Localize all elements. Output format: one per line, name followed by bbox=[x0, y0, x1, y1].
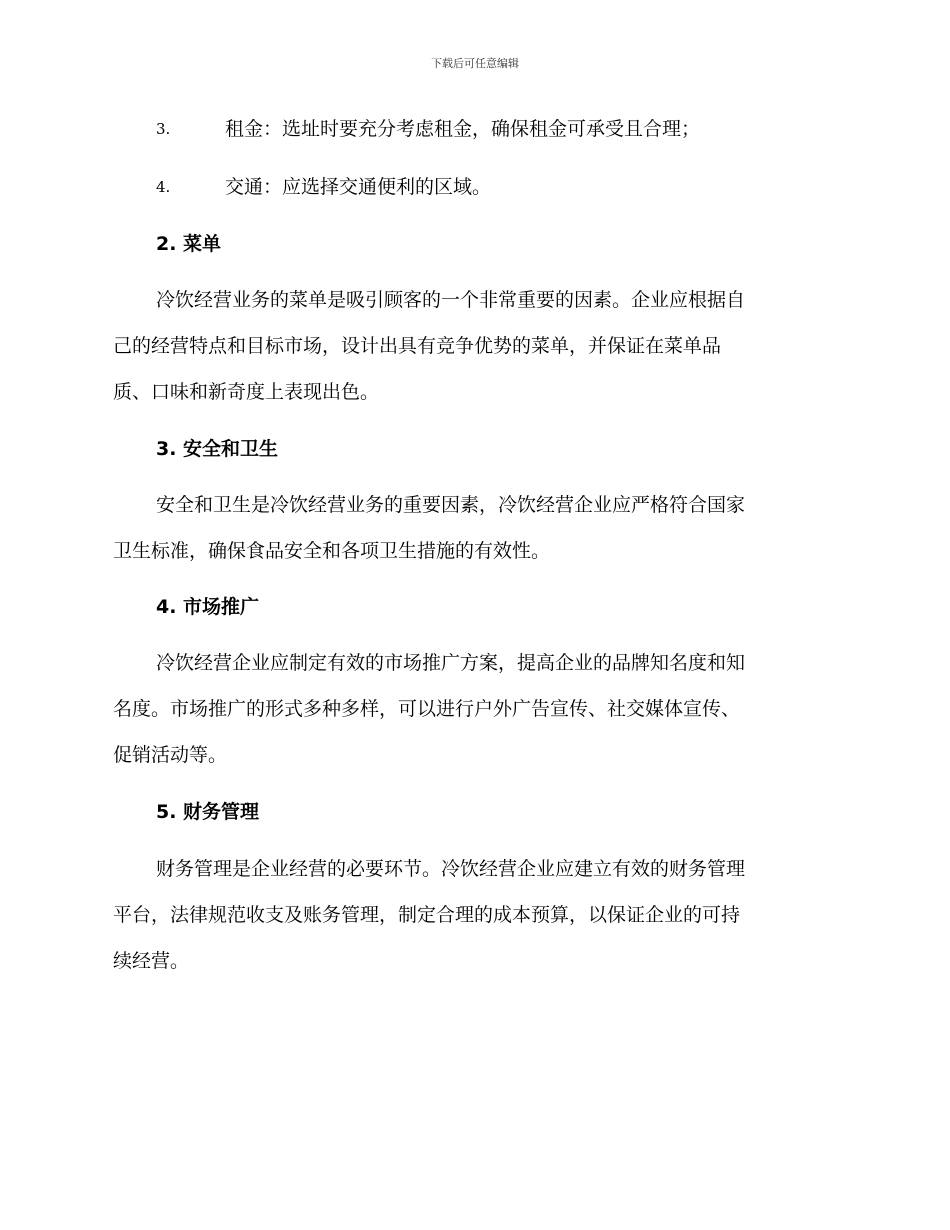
section-paragraph-menu bbox=[113, 277, 833, 415]
list-item-text: 租金：选址时要充分考虑租金，确保租金可承受且合理； bbox=[225, 118, 701, 140]
list-item-number: 4. bbox=[156, 178, 171, 196]
paragraph-line: 促销活动等。 bbox=[113, 744, 228, 766]
section-paragraph-safety bbox=[113, 482, 833, 574]
paragraph-line: 财务管理是企业经营的必要环节。冷饮经营企业应建立有效的财务管理 bbox=[156, 858, 746, 880]
section-heading-marketing: 4. 市场推广 bbox=[156, 596, 260, 618]
paragraph-line: 冷饮经营业务的菜单是吸引顾客的一个非常重要的因素。企业应根据自 bbox=[156, 289, 746, 311]
header-note: 下载后可任意编辑 bbox=[431, 57, 519, 70]
section-paragraph-marketing bbox=[113, 640, 833, 778]
section-heading-menu: 2. 菜单 bbox=[156, 233, 222, 255]
list-item-traffic bbox=[0, 172, 950, 202]
paragraph-line: 质、口味和新奇度上表现出色。 bbox=[113, 381, 380, 403]
paragraph-line: 续经营。 bbox=[113, 950, 190, 972]
list-item-text: 交通：应选择交通便利的区域。 bbox=[225, 176, 492, 198]
paragraph-line: 安全和卫生是冷饮经营业务的重要因素，冷饮经营企业应严格符合国家 bbox=[156, 494, 746, 516]
list-item-rent bbox=[0, 114, 950, 144]
paragraph-line: 卫生标准，确保食品安全和各项卫生措施的有效性。 bbox=[113, 540, 551, 562]
paragraph-line: 名度。市场推广的形式多种多样，可以进行户外广告宣传、社交媒体宣传、 bbox=[113, 698, 741, 720]
paragraph-line: 冷饮经营企业应制定有效的市场推广方案，提高企业的品牌知名度和知 bbox=[156, 652, 746, 674]
list-item-number: 3. bbox=[156, 120, 171, 138]
paragraph-line: 平台，法律规范收支及账务管理，制定合理的成本预算，以保证企业的可持 bbox=[113, 904, 741, 926]
paragraph-line: 己的经营特点和目标市场，设计出具有竞争优势的菜单，并保证在菜单品 bbox=[113, 335, 722, 357]
section-heading-safety: 3. 安全和卫生 bbox=[156, 438, 279, 460]
section-paragraph-finance bbox=[113, 846, 833, 984]
section-heading-finance: 5. 财务管理 bbox=[156, 801, 260, 823]
